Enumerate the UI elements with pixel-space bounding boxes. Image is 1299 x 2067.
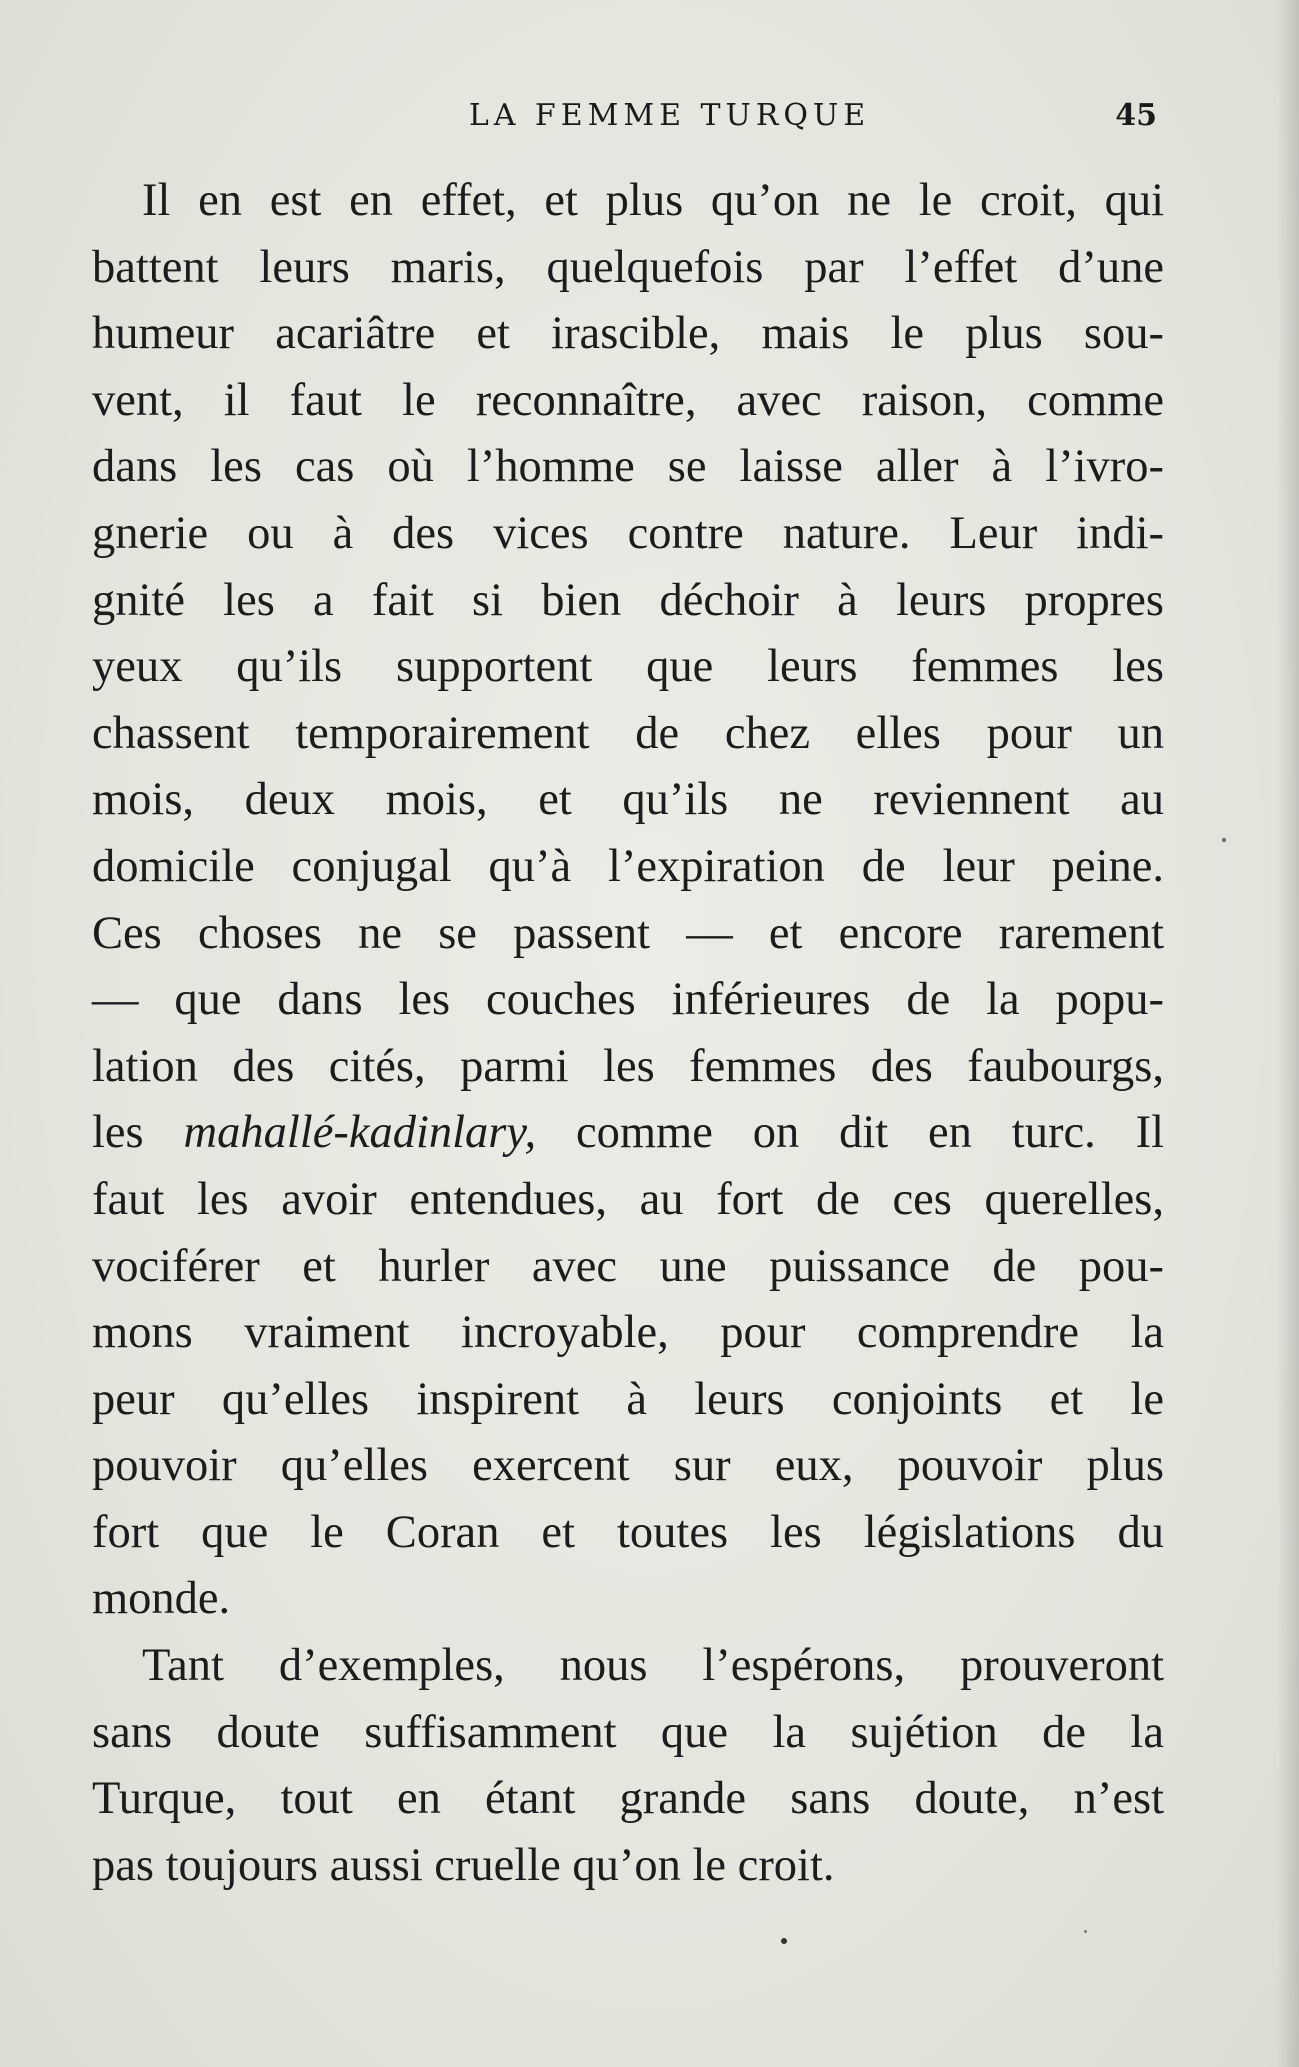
text-line: dans les cas où l’homme se laisse aller à l’ivro- (92, 441, 1164, 493)
text-line: Ces choses ne se passent — et encore rarement (92, 907, 1164, 959)
text-line: chassent temporairement de chez elles pour un (92, 707, 1164, 759)
paragraph-2 (92, 1633, 1164, 1899)
text-line: yeux qu’ils supportent que leurs femmes les (92, 641, 1164, 693)
ink-speck (1084, 1930, 1087, 1933)
ink-speck (781, 1938, 787, 1944)
text-line: Tant d’exemples, nous l’espérons, prouveront (142, 1640, 1164, 1692)
text-line: peur qu’elles inspirent à leurs conjoints et le (92, 1373, 1164, 1425)
text-line: gnité les a fait si bien déchoir à leurs propres (92, 574, 1164, 626)
body-text (92, 168, 1164, 1899)
italic-turkish-term: mahallé-kadinlary, (183, 1107, 537, 1159)
ink-speck (1222, 838, 1226, 842)
paragraph-1 (92, 168, 1164, 1633)
text-line: monde. (92, 1573, 231, 1625)
text-line: vent, il faut le reconnaître, avec raison, comme (92, 374, 1164, 426)
text-line: pas toujours aussi cruelle qu’on le croit. (92, 1839, 835, 1891)
text-line: faut les avoir entendues, au fort de ces querelles, (92, 1173, 1164, 1225)
text-line: sans doute suffisamment que la sujétion de la (92, 1706, 1164, 1758)
text-line: mons vraiment incroyable, pour comprendre la (92, 1307, 1164, 1359)
text-fragment: les (92, 1107, 184, 1159)
text-line: — que dans les couches inférieures de la popu- (92, 974, 1164, 1026)
text-line: Turque, tout en étant grande sans doute, n’est (92, 1773, 1164, 1825)
page-header (0, 98, 1299, 142)
text-line: Il en est en effet, et plus qu’on ne le croit, qui (142, 175, 1164, 226)
text-fragment: comme on dit en turc. Il (536, 1107, 1164, 1159)
text-line-with-italic (92, 1100, 1164, 1167)
text-line: gnerie ou à des vices contre nature. Leur indi- (92, 507, 1164, 559)
running-title: LA FEMME TURQUE (468, 98, 871, 133)
text-line: mois, deux mois, et qu’ils ne reviennent au (92, 774, 1164, 826)
page-edge-shadow (1277, 0, 1299, 2067)
text-line: pouvoir qu’elles exercent sur eux, pouvoir plus (92, 1440, 1164, 1492)
page-number: 45 (1115, 98, 1157, 133)
text-line: humeur acariâtre et irascible, mais le plus sou- (92, 308, 1164, 360)
text-line: domicile conjugal qu’à l’expiration de leur peine. (92, 840, 1164, 892)
text-line: lation des cités, parmi les femmes des faubourgs, (92, 1040, 1164, 1092)
text-line: fort que le Coran et toutes les législations du (92, 1506, 1164, 1558)
text-line: vociférer et hurler avec une puissance de pou- (92, 1240, 1164, 1292)
text-line: battent leurs maris, quelquefois par l’effet d’une (92, 241, 1164, 293)
